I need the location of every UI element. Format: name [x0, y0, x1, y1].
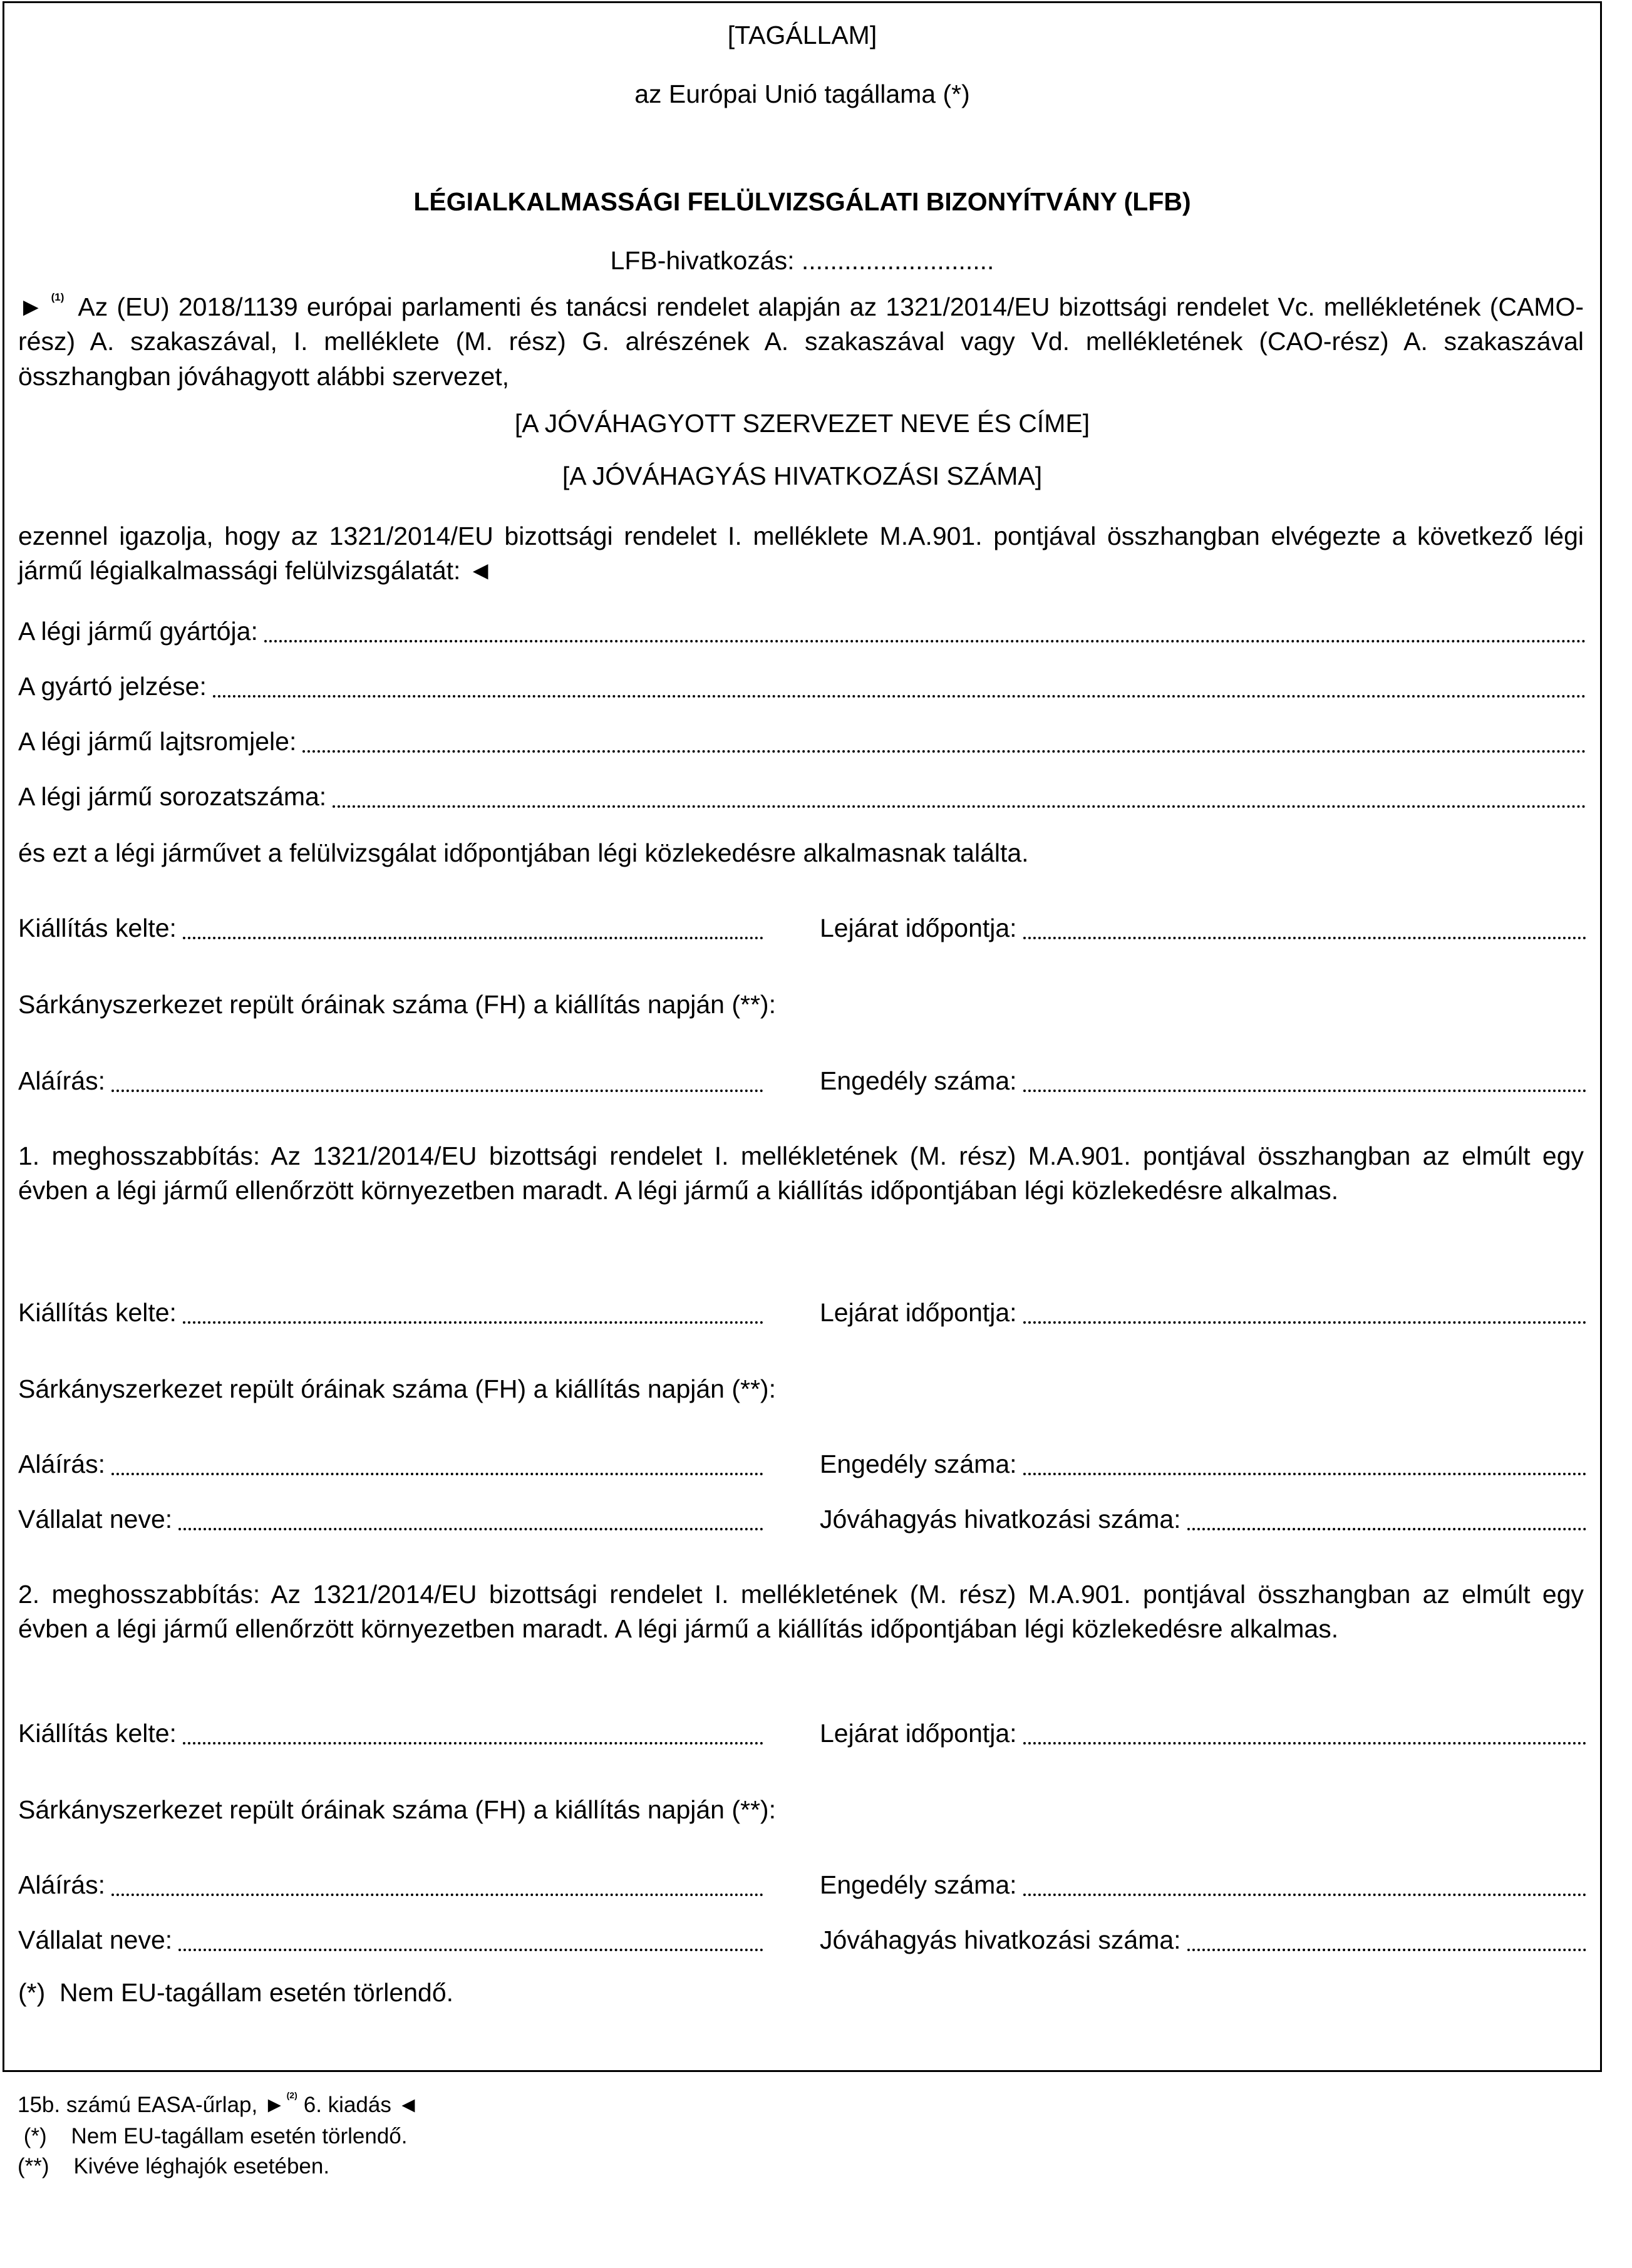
- ext2-approval-ref-dots: [1187, 1949, 1586, 1951]
- ext2-license-number-label: Engedély száma:: [820, 1870, 1017, 1899]
- form-identifier: [18, 2090, 419, 2120]
- frame-footnote: (*) Nem EU-tagállam esetén törlendő.: [18, 1978, 454, 2007]
- ext2-signature-label: Aláírás:: [18, 1870, 105, 1899]
- certificate-frame: [3, 1, 1602, 2072]
- ext2-license-number-dots: [1023, 1894, 1586, 1896]
- organisation-name-placeholder: [A JÓVÁHAGYOTT SZERVEZET NEVE ÉS CÍME]: [514, 409, 1090, 438]
- ext1-license-number-field[interactable]: [820, 1447, 1586, 1482]
- license-number-field[interactable]: [820, 1064, 1586, 1098]
- ext2-expiry-date-label: Lejárat időpontja:: [820, 1719, 1017, 1748]
- ext2-company-name-label: Vállalat neve:: [18, 1925, 173, 1954]
- amendment-end-arrow: ◄: [467, 556, 493, 585]
- reference-line: [4, 244, 1600, 278]
- ext2-company-name-dots: [178, 1949, 763, 1951]
- ext1-company-name-label: Vállalat neve:: [18, 1505, 173, 1533]
- issue-date-field[interactable]: [18, 911, 763, 946]
- designation-label: A gyártó jelzése:: [18, 672, 207, 701]
- expiry-date-dots: [1023, 937, 1586, 939]
- manufacturer-dots: [264, 640, 1586, 642]
- serial-field[interactable]: [18, 780, 1586, 814]
- form-prefix: 15b. számú EASA-űrlap,: [18, 2093, 258, 2117]
- ext1-expiry-date-dots: [1023, 1321, 1586, 1324]
- footnote-airships: (**) Kivéve léghajók esetében.: [18, 2154, 330, 2178]
- ext2-approval-ref-label: Jóváhagyás hivatkozási száma:: [820, 1925, 1181, 1954]
- ext2-license-number-field[interactable]: [820, 1868, 1586, 1902]
- ext1-signature-field[interactable]: [18, 1447, 763, 1482]
- ext2-signature-dots: [111, 1894, 763, 1896]
- ext1-license-number-dots: [1023, 1473, 1586, 1475]
- ext2-issue-date-dots: [183, 1742, 763, 1745]
- ext1-approval-ref-label: Jóváhagyás hivatkozási száma:: [820, 1505, 1181, 1533]
- intro-text: Az (EU) 2018/1139 európai parlamenti és tanácsi rendelet alapján az 1321/2014/EU bizottsági rendelet Vc. mellékletének (CAMO-rész) A. szakaszával, I. melléklete (M. rész) G. alrészének A. szakaszával vagy Vd. mellékletének (CAO-rész) A. szakaszával összhangban jóváhagyott alábbi szervezet,: [18, 292, 1584, 391]
- eu-member-line: az Európai Unió tagállama (*): [634, 80, 970, 108]
- manufacturer-field[interactable]: [18, 614, 1586, 649]
- registration-field[interactable]: [18, 724, 1586, 759]
- ext2-approval-ref-field[interactable]: [820, 1923, 1586, 1957]
- footnote-marker-1: (1): [51, 291, 65, 303]
- airframe-hours-label: Sárkányszerkezet repült óráinak száma (FH) a kiállítás napján (**):: [18, 990, 776, 1019]
- license-number-dots: [1023, 1090, 1586, 1092]
- ext1-expiry-date-label: Lejárat időpontja:: [820, 1298, 1017, 1327]
- expiry-date-field[interactable]: [820, 911, 1586, 946]
- ext1-issue-date-label: Kiállítás kelte:: [18, 1298, 177, 1327]
- extension-2-paragraph: 2. meghosszabbítás: Az 1321/2014/EU bizottsági rendelet I. mellékletének (M. rész) M.A.901. pontjával összhangban az elmúlt egy évben a légi jármű ellenőrzött környezetben maradt. A légi jármű a kiállítás időpontjában légi közlekedésre alkalmas.: [18, 1580, 1584, 1644]
- manufacturer-label: A légi jármű gyártója:: [18, 617, 258, 646]
- certify-text: ezennel igazolja, hogy az 1321/2014/EU bizottsági rendelet I. melléklete M.A.901. pontjával összhangban elvégezte a következő légi jármű légialkalmassági felülvizsgálatát:: [18, 522, 1584, 585]
- amendment-start-arrow: ►: [18, 292, 44, 321]
- designation-dots: [213, 695, 1586, 698]
- issue-date-label: Kiállítás kelte:: [18, 914, 177, 942]
- footer-arrow-close: ◄: [397, 2093, 420, 2117]
- ext1-expiry-date-field[interactable]: [820, 1296, 1586, 1330]
- certify-paragraph: [18, 519, 1584, 589]
- signature-field[interactable]: [18, 1064, 763, 1098]
- member-state-placeholder: [TAGÁLLAM]: [727, 21, 877, 49]
- form-edition: 6. kiadás: [303, 2093, 391, 2117]
- ext2-issue-date-field[interactable]: [18, 1716, 763, 1751]
- ext1-approval-ref-field[interactable]: [820, 1502, 1586, 1537]
- serial-dots: [333, 805, 1586, 808]
- footnote-non-eu: (*) Nem EU-tagállam esetén törlendő.: [18, 2124, 408, 2148]
- ext2-signature-field[interactable]: [18, 1868, 763, 1902]
- ext2-airframe-hours-label: Sárkányszerkezet repült óráinak száma (FH) a kiállítás napján (**):: [18, 1795, 776, 1824]
- airworthy-finding: és ezt a légi járművet a felülvizsgálat időpontjában légi közlekedésre alkalmasnak találta.: [18, 838, 1029, 867]
- signature-dots: [111, 1090, 763, 1092]
- extension-1-paragraph: 1. meghosszabbítás: Az 1321/2014/EU bizottsági rendelet I. mellékletének (M. rész) M.A.901. pontjával összhangban az elmúlt egy évben a légi jármű ellenőrzött környezetben maradt. A légi jármű a kiállítás időpontjában légi közlekedésre alkalmas.: [18, 1142, 1584, 1205]
- ext1-company-name-field[interactable]: [18, 1502, 763, 1537]
- ext1-issue-date-dots: [183, 1321, 763, 1324]
- ext1-issue-date-field[interactable]: [18, 1296, 763, 1330]
- ext1-license-number-label: Engedély száma:: [820, 1450, 1017, 1478]
- approval-reference-placeholder: [A JÓVÁHAGYÁS HIVATKOZÁSI SZÁMA]: [562, 461, 1043, 490]
- ext2-issue-date-label: Kiállítás kelte:: [18, 1719, 177, 1748]
- ext2-expiry-date-dots: [1023, 1742, 1586, 1745]
- footnote-marker-2: (2): [286, 2090, 297, 2100]
- ext1-airframe-hours-label: Sárkányszerkezet repült óráinak száma (FH) a kiállítás napján (**):: [18, 1374, 776, 1403]
- registration-dots: [302, 750, 1586, 753]
- expiry-date-label: Lejárat időpontja:: [820, 914, 1017, 942]
- signature-label: Aláírás:: [18, 1066, 105, 1095]
- intro-paragraph: [18, 290, 1584, 394]
- ext1-signature-label: Aláírás:: [18, 1450, 105, 1478]
- designation-field[interactable]: [18, 669, 1586, 704]
- reference-dots: ...........................: [801, 246, 994, 275]
- ext1-approval-ref-dots: [1187, 1528, 1586, 1530]
- ext1-company-name-dots: [178, 1528, 763, 1530]
- certificate-title: LÉGIALKALMASSÁGI FELÜLVIZSGÁLATI BIZONYÍTVÁNY (LFB): [413, 187, 1191, 216]
- serial-label: A légi jármű sorozatszáma:: [18, 782, 327, 811]
- issue-date-dots: [183, 937, 763, 939]
- reference-label: LFB-hivatkozás:: [610, 246, 795, 275]
- ext1-signature-dots: [111, 1473, 763, 1475]
- license-number-label: Engedély száma:: [820, 1066, 1017, 1095]
- ext2-expiry-date-field[interactable]: [820, 1716, 1586, 1751]
- footer-arrow-open: ►: [263, 2093, 286, 2117]
- ext2-company-name-field[interactable]: [18, 1923, 763, 1957]
- registration-label: A légi jármű lajtsromjele:: [18, 727, 297, 756]
